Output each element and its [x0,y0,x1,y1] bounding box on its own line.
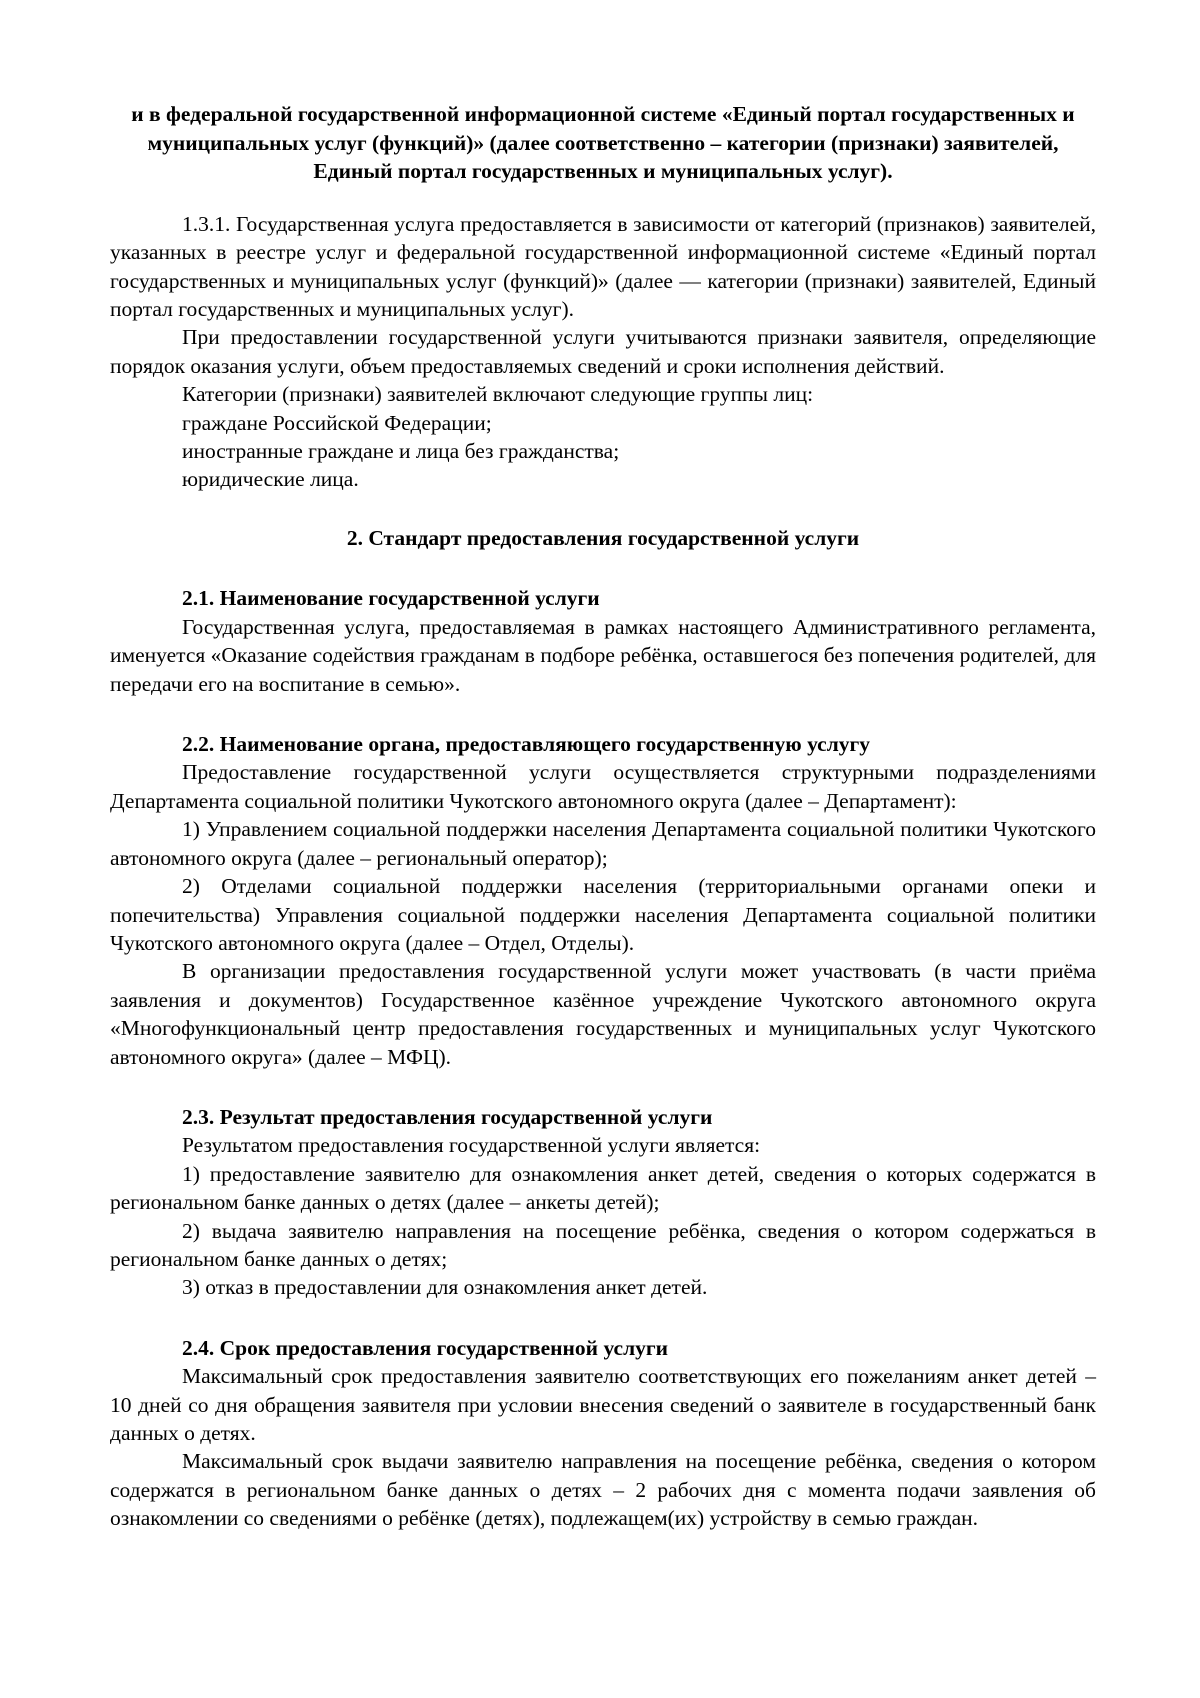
category-item: иностранные граждане и лица без гражданства; [182,439,620,464]
section-2-4-paragraph-1: Максимальный срок предоставления заявителю соответствующих его пожеланиям анкет детей – 10 дней со дня обращения заявителя при условии внесения сведений о заявителе в государственный банк данных о детях. [110,1364,1096,1445]
section-2-1-title: 2.1. Наименование государственной услуги [182,586,600,611]
section-2-3-intro: Результатом предоставления государственной услуги является: [182,1133,761,1158]
categories-intro: Категории (признаки) заявителей включают следующие группы лиц: [182,382,814,407]
intro-heading: и в федеральной государственной информационной системе «Единый портал государственных и муниципальных услуг (функций)» (далее соответственно – категории (признаки) заявителей, Единый портал государственных и муниципальных услуг). [131,102,1075,184]
section-2-2-title: 2.2. Наименование органа, предоставляющего государственную услугу [182,732,871,757]
section-2-2-mfc: В организации предоставления государственной услуги может участвовать (в части приёма заявления и документов) Государственное казённое учреждение Чукотского автономного округа «Многофункциональный центр предоставления государственных и муниципальных услуг Чукотского автономного округа» (далее – МФЦ). [110,959,1096,1069]
document-page [110,100,1096,1533]
paragraph-signs: При предоставлении государственной услуги учитываются признаки заявителя, определяющие порядок оказания услуги, объем предоставляемых сведений и сроки исполнения действий. [110,325,1096,378]
section-2-4-paragraph-2: Максимальный срок выдачи заявителю направления на посещение ребёнка, сведения о котором содержатся в региональном банке данных о детях – 2 рабочих дня с момента подачи заявления об ознакомлении со сведениями о ребёнке (детях), подлежащем(их) устройству в семью граждан. [110,1449,1096,1531]
category-item: граждане Российской Федерации; [182,410,492,435]
section-2-title: 2. Стандарт предоставления государственной услуги [346,525,860,550]
category-item: юридические лица. [182,467,359,492]
section-2-2-item-1: 1) Управлением социальной поддержки населения Департамента социальной политики Чукотского автономного округа (далее – региональный оператор); [110,817,1096,870]
section-2-3-item-3: 3) отказ в предоставлении для ознакомления анкет детей. [182,1275,708,1300]
section-2-1-text: Государственная услуга, предоставляемая в рамках настоящего Административного регламента, именуется «Оказание содействия гражданам в подборе ребёнка, оставшегося без попечения родителей, для передачи его на воспитание в семью». [110,614,1096,696]
section-2-3-item-1: 1) предоставление заявителю для ознакомления анкет детей, сведения о которых содержатся в региональном банке данных о детях (далее – анкеты детей); [110,1161,1096,1215]
section-2-3-item-2: 2) выдача заявителю направления на посещение ребёнка, сведения о котором содержаться в региональном банке данных о детях; [110,1218,1096,1271]
section-2-2-item-2: 2) Отделами социальной поддержки населения (территориальными органами опеки и попечительства) Управления социальной поддержки населения Департамента социальной политики Чукотского автономного округа (далее – Отдел, Отделы). [110,874,1096,955]
paragraph-1-3-1: 1.3.1. Государственная услуга предоставляется в зависимости от категорий (признаков) заявителей, указанных в реестре услуг и федеральной государственной информационной системе «Единый портал государственных и муниципальных услуг (функций)» (далее — категории (признаки) заявителей, Единый портал государственных и муниципальных услуг). [110,211,1096,321]
section-2-3-title: 2.3. Результат предоставления государственной услуги [182,1104,713,1129]
section-2-4-title: 2.4. Срок предоставления государственной услуги [182,1335,669,1360]
section-2-2-text: Предоставление государственной услуги осуществляется структурными подразделениями Департамента социальной политики Чукотского автономного округа (далее – Департамент): [110,760,1096,813]
